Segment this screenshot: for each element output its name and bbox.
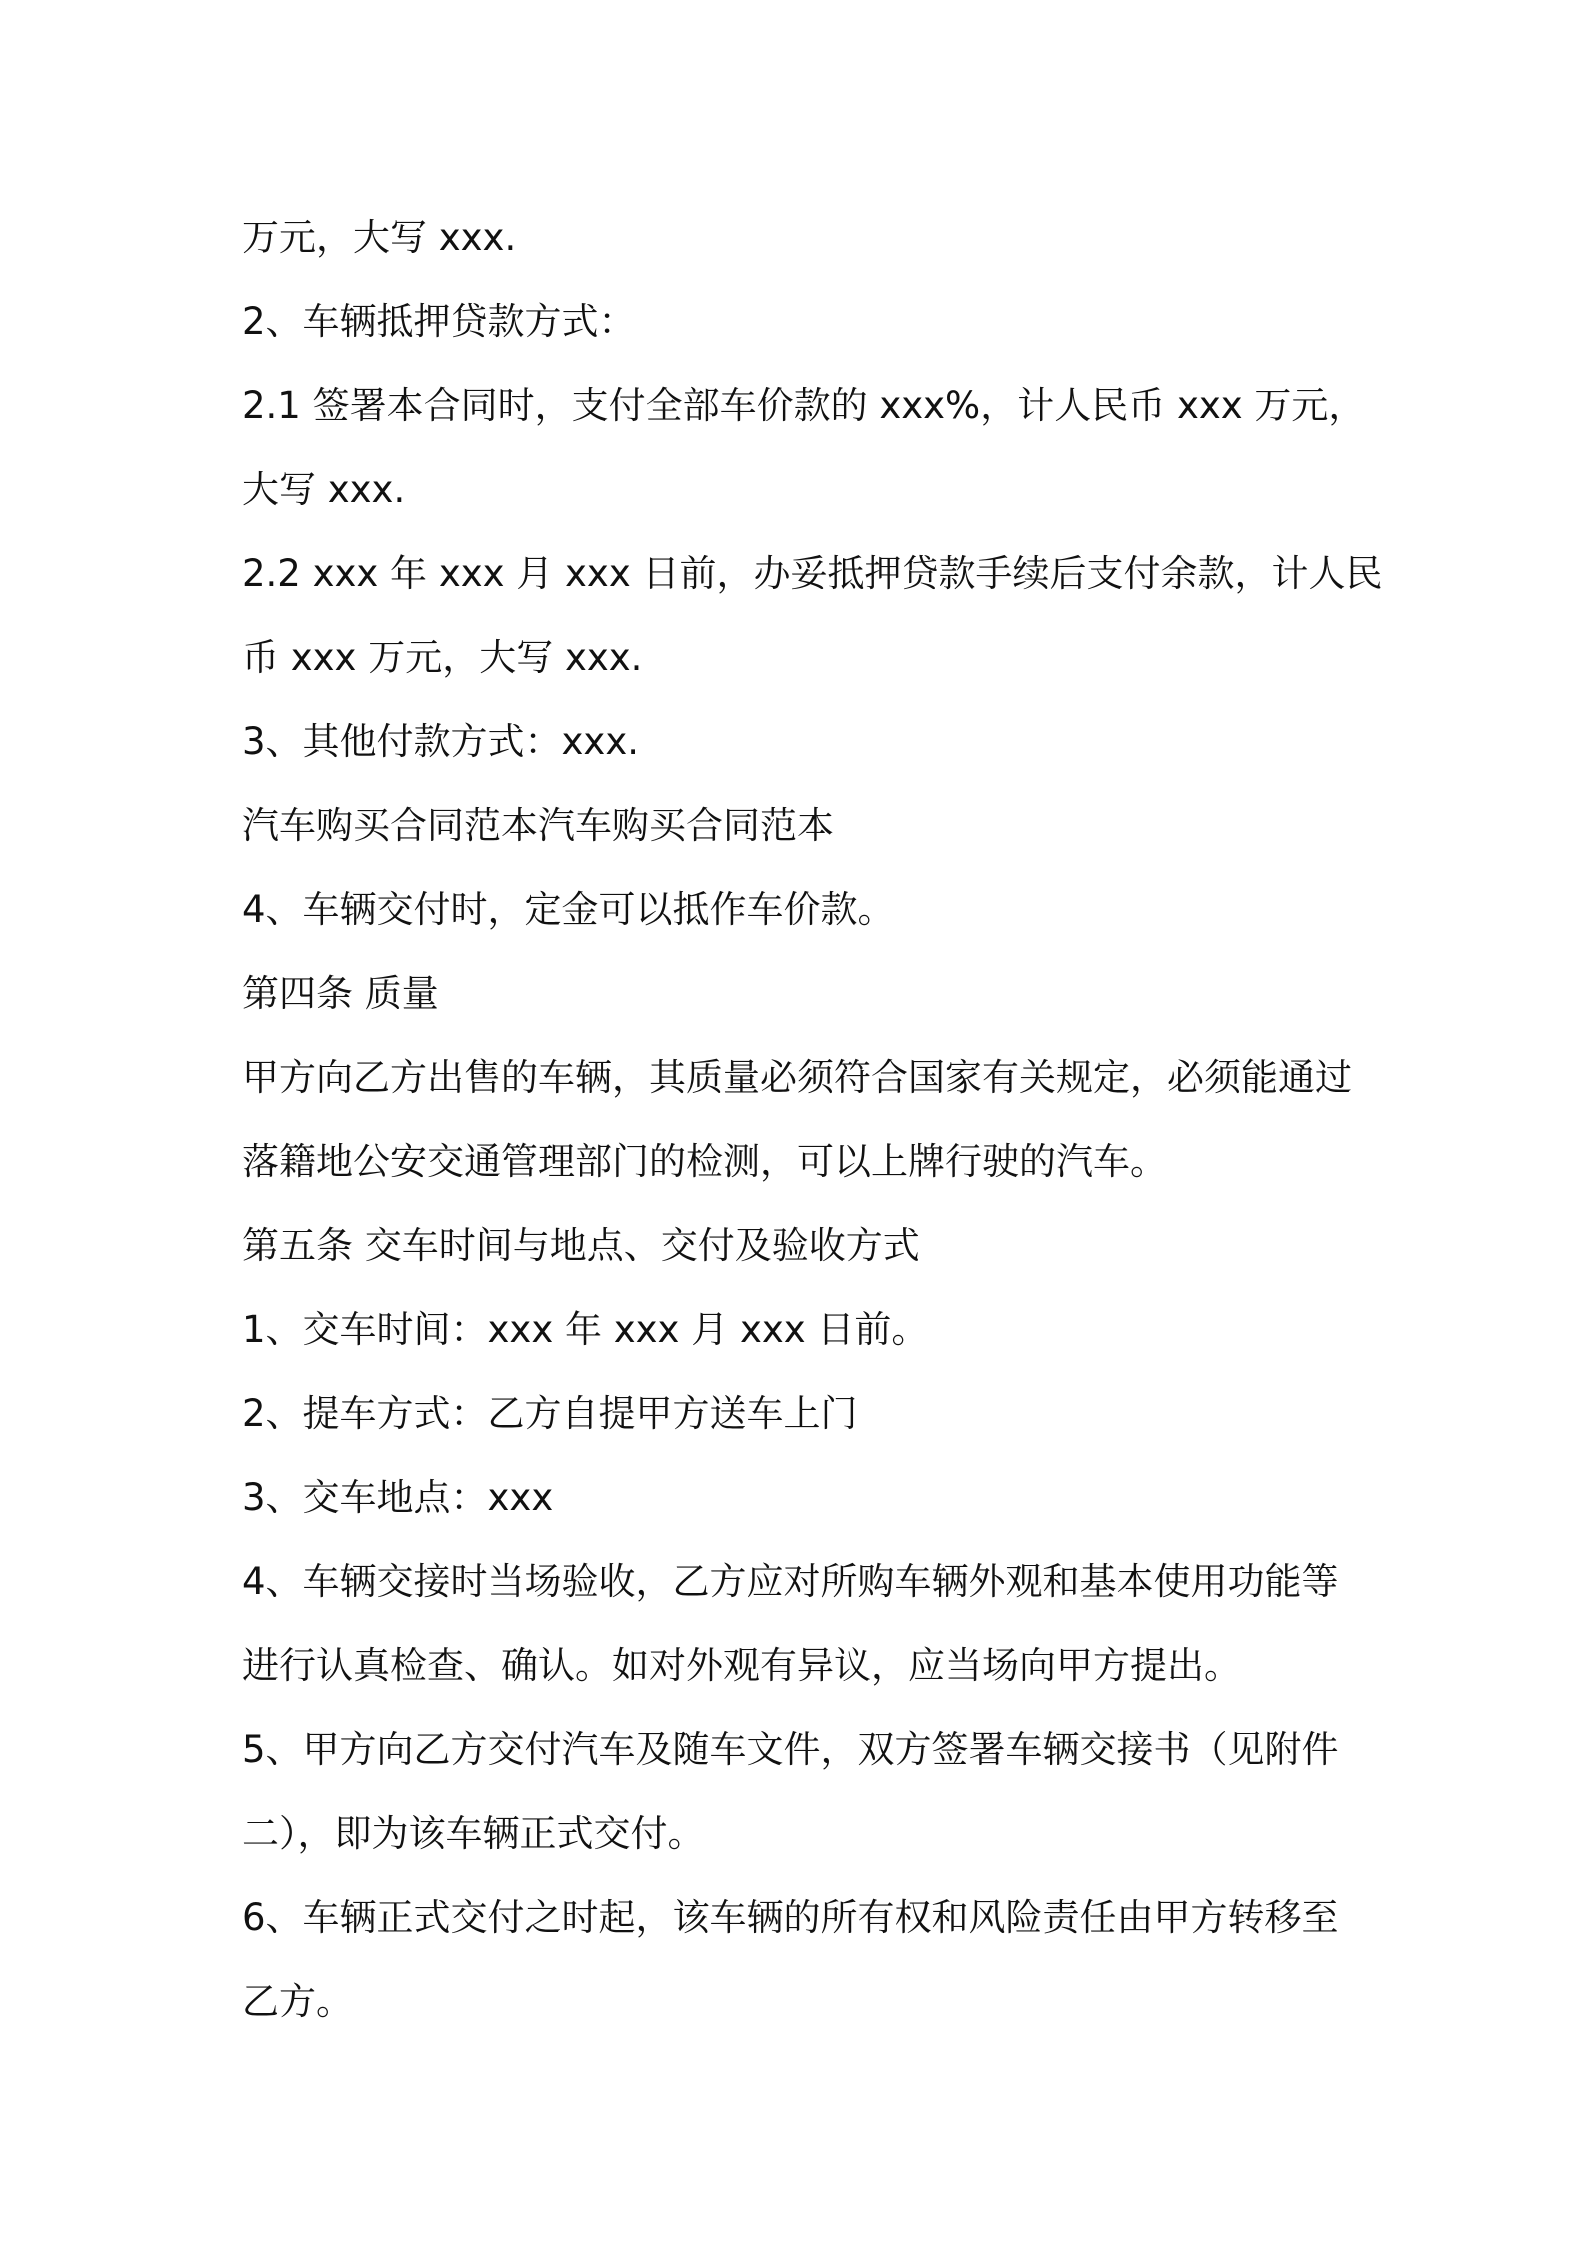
- deposit-line: 4、车辆交付时，定金可以抵作车价款。: [242, 888, 895, 931]
- other-payment-line: 3、其他付款方式：xxx.: [242, 720, 639, 763]
- quality-paragraph-line-2: 落籍地公安交通管理部门的检测，可以上牌行驶的汽车。: [242, 1140, 1167, 1183]
- article-5-heading: 第五条 交车时间与地点、交付及验收方式: [242, 1224, 920, 1267]
- inspection-line-1: 4、车辆交接时当场验收，乙方应对所购车辆外观和基本使用功能等: [242, 1560, 1339, 1603]
- handover-line-2: 二），即为该车辆正式交付。: [242, 1812, 705, 1855]
- ownership-transfer-line-2: 乙方。: [242, 1980, 353, 2023]
- quality-paragraph-line-1: 甲方向乙方出售的车辆，其质量必须符合国家有关规定，必须能通过: [242, 1056, 1352, 1099]
- mortgage-payment-heading: 2、车辆抵押贷款方式：: [242, 300, 636, 343]
- delivery-time-line: 1、交车时间：xxx 年 xxx 月 xxx 日前。: [242, 1308, 929, 1351]
- clause-2-2-line-1: 2.2 xxx 年 xxx 月 xxx 日前，办妥抵押贷款手续后支付余款，计人民: [242, 552, 1383, 595]
- template-title-line: 汽车购买合同范本汽车购买合同范本: [242, 804, 834, 847]
- clause-2-1-line-1: 2.1 签署本合同时，支付全部车价款的 xxx%，计人民币 xxx 万元，: [242, 384, 1366, 427]
- pickup-method-line: 2、提车方式：乙方自提甲方送车上门: [242, 1392, 858, 1435]
- document-body: [242, 196, 1383, 2044]
- inspection-line-2: 进行认真检查、确认。如对外观有异议，应当场向甲方提出。: [242, 1644, 1241, 1687]
- clause-2-1-line-2: 大写 xxx.: [242, 468, 406, 511]
- article-4-heading: 第四条 质量: [242, 972, 439, 1015]
- ownership-transfer-line-1: 6、车辆正式交付之时起，该车辆的所有权和风险责任由甲方转移至: [242, 1896, 1339, 1939]
- clause-2-2-line-2: 币 xxx 万元，大写 xxx.: [242, 636, 643, 679]
- handover-line-1: 5、甲方向乙方交付汽车及随车文件，双方签署车辆交接书（见附件: [242, 1728, 1339, 1771]
- payment-amount-line: 万元，大写 xxx.: [242, 216, 517, 259]
- delivery-location-line: 3、交车地点：xxx: [242, 1476, 554, 1519]
